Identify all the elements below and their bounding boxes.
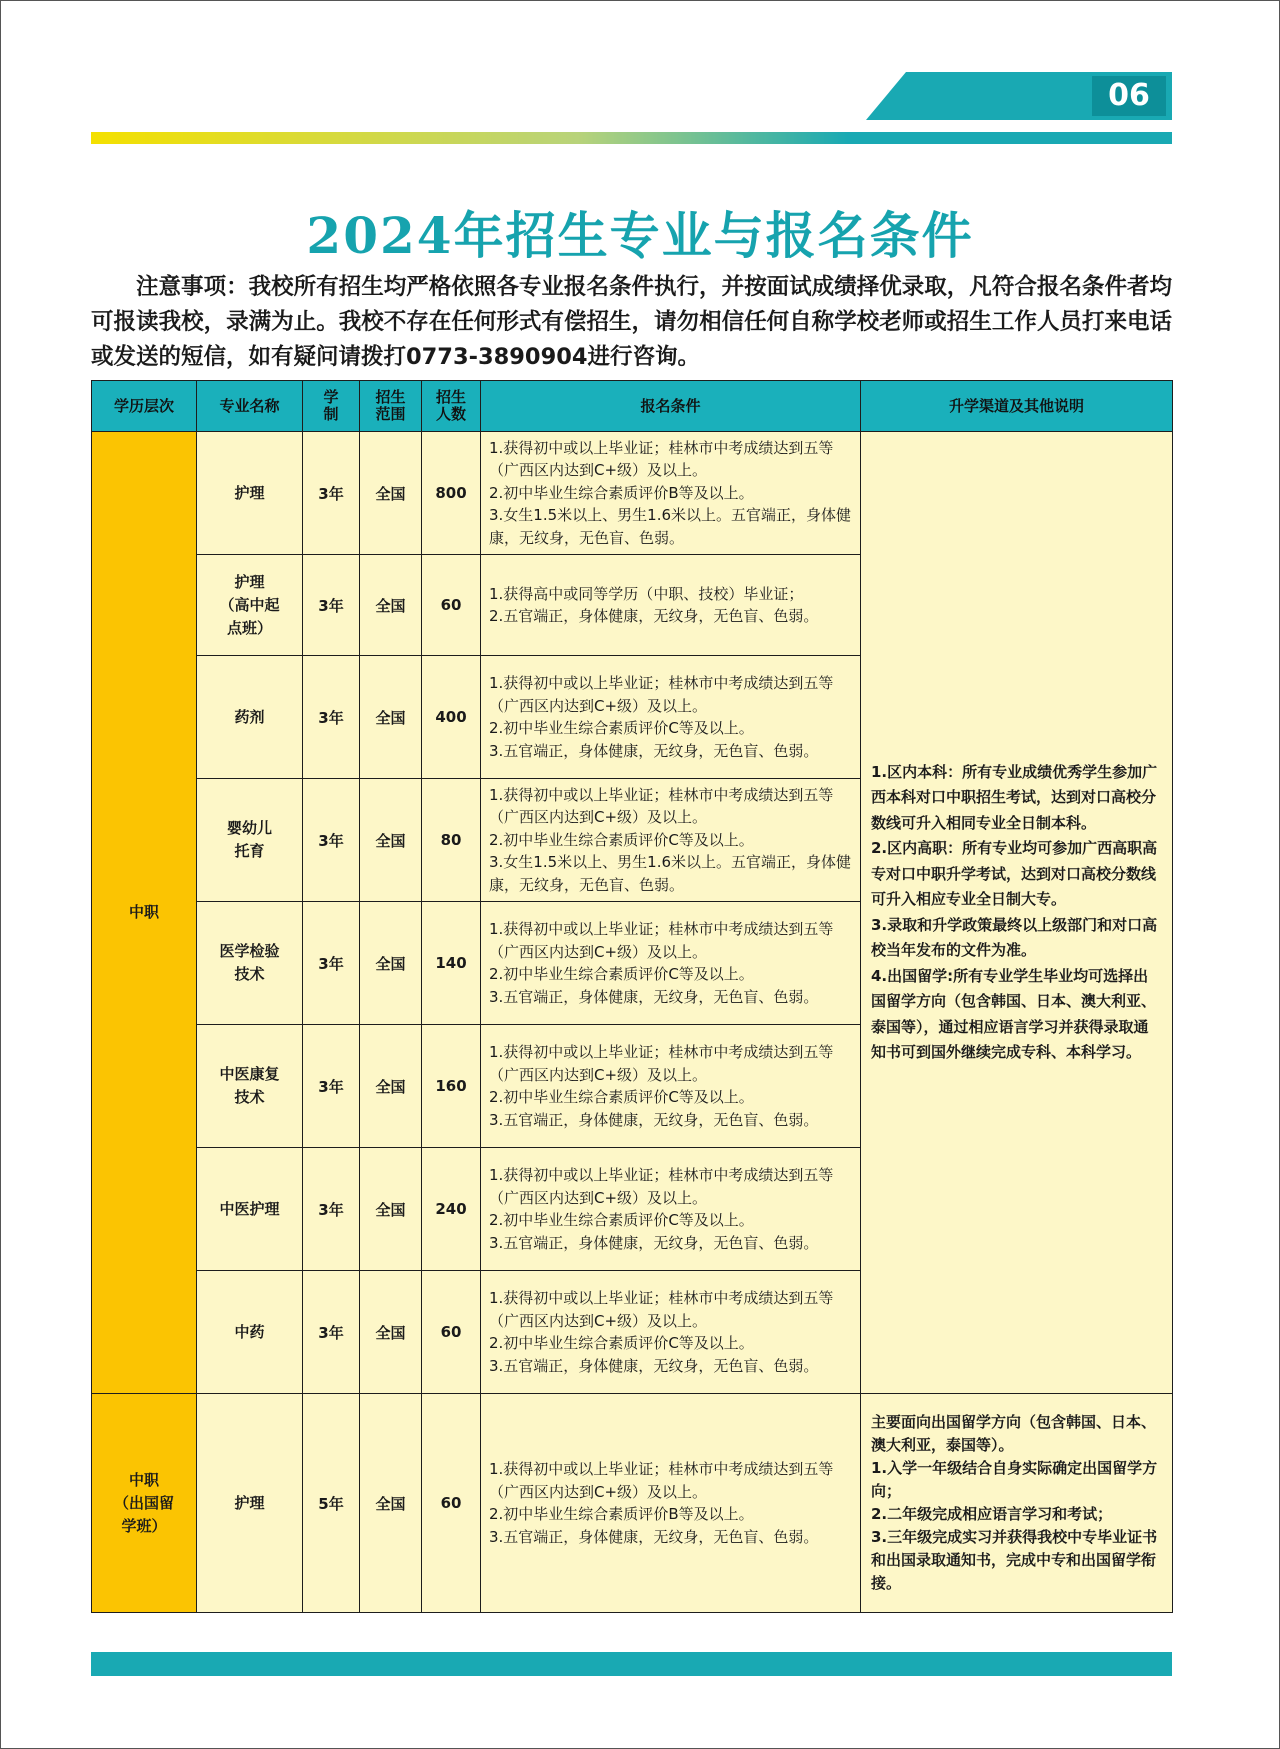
- major-cell: 医学检验 技术: [197, 902, 303, 1025]
- major-cell: 中医护理: [197, 1148, 303, 1271]
- quota-cell: 160: [422, 1025, 481, 1148]
- major-cell: 护理 （高中起 点班）: [197, 555, 303, 656]
- condition-line: 3.五官端正，身体健康，无纹身，无色盲、色弱。: [489, 1356, 819, 1375]
- condition-line: 3.五官端正，身体健康，无纹身，无色盲、色弱。: [489, 987, 819, 1006]
- quota-cell: 400: [422, 656, 481, 779]
- condition-line: 1.获得初中或以上毕业证；桂林市中考成绩达到五等（广西区内达到C+级）及以上。: [489, 1043, 834, 1084]
- years-cell: 3年: [303, 656, 360, 779]
- conditions-cell: [481, 656, 861, 779]
- conditions-cell: [481, 555, 861, 656]
- condition-line: 2.初中毕业生综合素质评价C等及以上。: [489, 1211, 754, 1229]
- condition-line: 1.获得初中或以上毕业证；桂林市中考成绩达到五等（广西区内达到C+级）及以上。: [489, 1289, 834, 1330]
- condition-line: 1.获得初中或以上毕业证；桂林市中考成绩达到五等（广西区内达到C+级）及以上。: [489, 1460, 834, 1501]
- condition-line: 2.初中毕业生综合素质评价C等及以上。: [489, 1088, 754, 1106]
- page-title: 2024年招生专业与报名条件: [306, 206, 974, 265]
- path-cell: [861, 1394, 1173, 1613]
- table-row: [92, 1394, 1173, 1613]
- conditions-cell: [481, 1025, 861, 1148]
- condition-line: 3.女生1.5米以上、男生1.6米以上。五官端正，身体健康，无纹身，无色盲、色弱。: [489, 853, 852, 894]
- years-cell: 3年: [303, 779, 360, 902]
- path-line: 4.出国留学:所有专业学生毕业均可选择出国留学方向（包含韩国、日本、澳大利亚、泰国等），通过相应语言学习并获得录取通知书可到国外继续完成专科、本科学习。: [871, 966, 1157, 1061]
- condition-line: 2.五官端正，身体健康，无纹身，无色盲、色弱。: [489, 607, 819, 625]
- notice-paragraph: 注意事项：我校所有招生均严格依照各专业报名条件执行，并按面试成绩择优录取，凡符合报名条件者均可报读我校，录满为止。我校不存在任何形式有偿招生，请勿相信任何自称学校老师或招生工作人员打来电话或发送的短信，如有疑问请拨打0773-3890904进行咨询。: [91, 274, 1172, 370]
- major-cell: 护理: [197, 432, 303, 555]
- conditions-cell: [481, 1148, 861, 1271]
- header-scope: 招生 范围: [360, 381, 422, 432]
- admission-table: [91, 380, 1173, 1613]
- condition-line: 3.五官端正，身体健康，无纹身，无色盲、色弱。: [489, 1527, 819, 1546]
- quota-cell: 60: [422, 555, 481, 656]
- condition-line: 2.初中毕业生综合素质评价B等及以上。: [489, 483, 754, 502]
- conditions-cell: [481, 1271, 861, 1394]
- scope-cell: 全国: [360, 555, 422, 656]
- condition-line: 3.五官端正，身体健康，无纹身，无色盲、色弱。: [489, 1110, 819, 1129]
- path-line: 2.区内高职：所有专业均可参加广西高职高专对口中职升学考试，达到对口高校分数线可升入相应专业全日制大专。: [871, 839, 1158, 908]
- condition-line: 2.初中毕业生综合素质评价C等及以上。: [489, 1334, 754, 1352]
- conditions-cell: [481, 1394, 861, 1613]
- quota-cell: 140: [422, 902, 481, 1025]
- years-cell: 3年: [303, 1148, 360, 1271]
- major-cell: 中医康复 技术: [197, 1025, 303, 1148]
- table-body: [92, 432, 1173, 1613]
- condition-line: 1.获得初中或以上毕业证；桂林市中考成绩达到五等（广西区内达到C+级）及以上。: [489, 674, 834, 715]
- condition-line: 3.五官端正，身体健康，无纹身，无色盲、色弱。: [489, 741, 819, 760]
- scope-cell: 全国: [360, 902, 422, 1025]
- scope-cell: 全国: [360, 1025, 422, 1148]
- page-number: 06: [1108, 78, 1150, 113]
- years-cell: 3年: [303, 432, 360, 555]
- major-cell: 婴幼儿 托育: [197, 779, 303, 902]
- quota-cell: 240: [422, 1148, 481, 1271]
- years-cell: 3年: [303, 555, 360, 656]
- scope-cell: 全国: [360, 656, 422, 779]
- condition-line: 1.获得初中或以上毕业证；桂林市中考成绩达到五等（广西区内达到C+级）及以上。: [489, 920, 834, 961]
- condition-line: 1.获得初中或以上毕业证；桂林市中考成绩达到五等（广西区内达到C+级）及以上。: [489, 1166, 834, 1207]
- level-cell: 中职: [92, 432, 197, 1394]
- quota-cell: 60: [422, 1271, 481, 1394]
- quota-cell: 60: [422, 1394, 481, 1613]
- conditions-cell: [481, 779, 861, 902]
- condition-line: 2.初中毕业生综合素质评价C等及以上。: [489, 965, 754, 983]
- path-line: 3.录取和升学政策最终以上级部门和对口高校当年发布的文件为准。: [871, 915, 1158, 959]
- level-cell: 中职 （出国留 学班）: [92, 1394, 197, 1613]
- footer-bar: [91, 1652, 1172, 1676]
- scope-cell: 全国: [360, 779, 422, 902]
- header-conditions: 报名条件: [481, 381, 861, 432]
- conditions-cell: [481, 902, 861, 1025]
- table-header-row: [92, 381, 1173, 432]
- quota-cell: 800: [422, 432, 481, 555]
- header-major: 专业名称: [197, 381, 303, 432]
- quota-cell: 80: [422, 779, 481, 902]
- years-cell: 5年: [303, 1394, 360, 1613]
- scope-cell: 全国: [360, 432, 422, 555]
- path-line: 1.入学一年级结合自身实际确定出国留学方向；: [871, 1459, 1158, 1500]
- header-years: 学 制: [303, 381, 360, 432]
- years-cell: 3年: [303, 902, 360, 1025]
- condition-line: 1.获得初中或以上毕业证；桂林市中考成绩达到五等（广西区内达到C+级）及以上。: [489, 785, 834, 827]
- condition-line: 1.获得初中或以上毕业证；桂林市中考成绩达到五等（广西区内达到C+级）及以上。: [489, 438, 834, 480]
- table-row: [92, 432, 1173, 555]
- years-cell: 3年: [303, 1025, 360, 1148]
- path-line: 主要面向出国留学方向（包含韩国、日本、澳大利亚，泰国等）。: [871, 1413, 1157, 1454]
- condition-line: 2.初中毕业生综合素质评价C等及以上。: [489, 719, 754, 737]
- scope-cell: 全国: [360, 1394, 422, 1613]
- scope-cell: 全国: [360, 1271, 422, 1394]
- scope-cell: 全国: [360, 1148, 422, 1271]
- condition-line: 3.女生1.5米以上、男生1.6米以上。五官端正，身体健康，无纹身，无色盲、色弱。: [489, 506, 852, 547]
- major-cell: 中药: [197, 1271, 303, 1394]
- path-cell: [861, 432, 1173, 1394]
- header-quota: 招生 人数: [422, 381, 481, 432]
- condition-line: 2.初中毕业生综合素质评价B等及以上。: [489, 1505, 754, 1523]
- conditions-cell: [481, 432, 861, 555]
- condition-line: 2.初中毕业生综合素质评价C等及以上。: [489, 830, 754, 849]
- major-cell: 药剂: [197, 656, 303, 779]
- path-line: 1.区内本科：所有专业成绩优秀学生参加广西本科对口中职招生考试，达到对口高校分数线可升入相同专业全日制本科。: [871, 762, 1158, 832]
- major-cell: 护理: [197, 1394, 303, 1613]
- header-gradient-bar: [91, 132, 1172, 144]
- condition-line: 1.获得高中或同等学历（中职、技校）毕业证；: [489, 584, 804, 603]
- header-level: 学历层次: [92, 381, 197, 432]
- path-line: 2.二年级完成相应语言学习和考试；: [871, 1505, 1113, 1523]
- path-line: 3.三年级完成实习并获得我校中专毕业证书和出国录取通知书，完成中专和出国留学衔接。: [871, 1528, 1158, 1592]
- years-cell: 3年: [303, 1271, 360, 1394]
- header-path: 升学渠道及其他说明: [861, 381, 1173, 432]
- condition-line: 3.五官端正，身体健康，无纹身，无色盲、色弱。: [489, 1233, 819, 1252]
